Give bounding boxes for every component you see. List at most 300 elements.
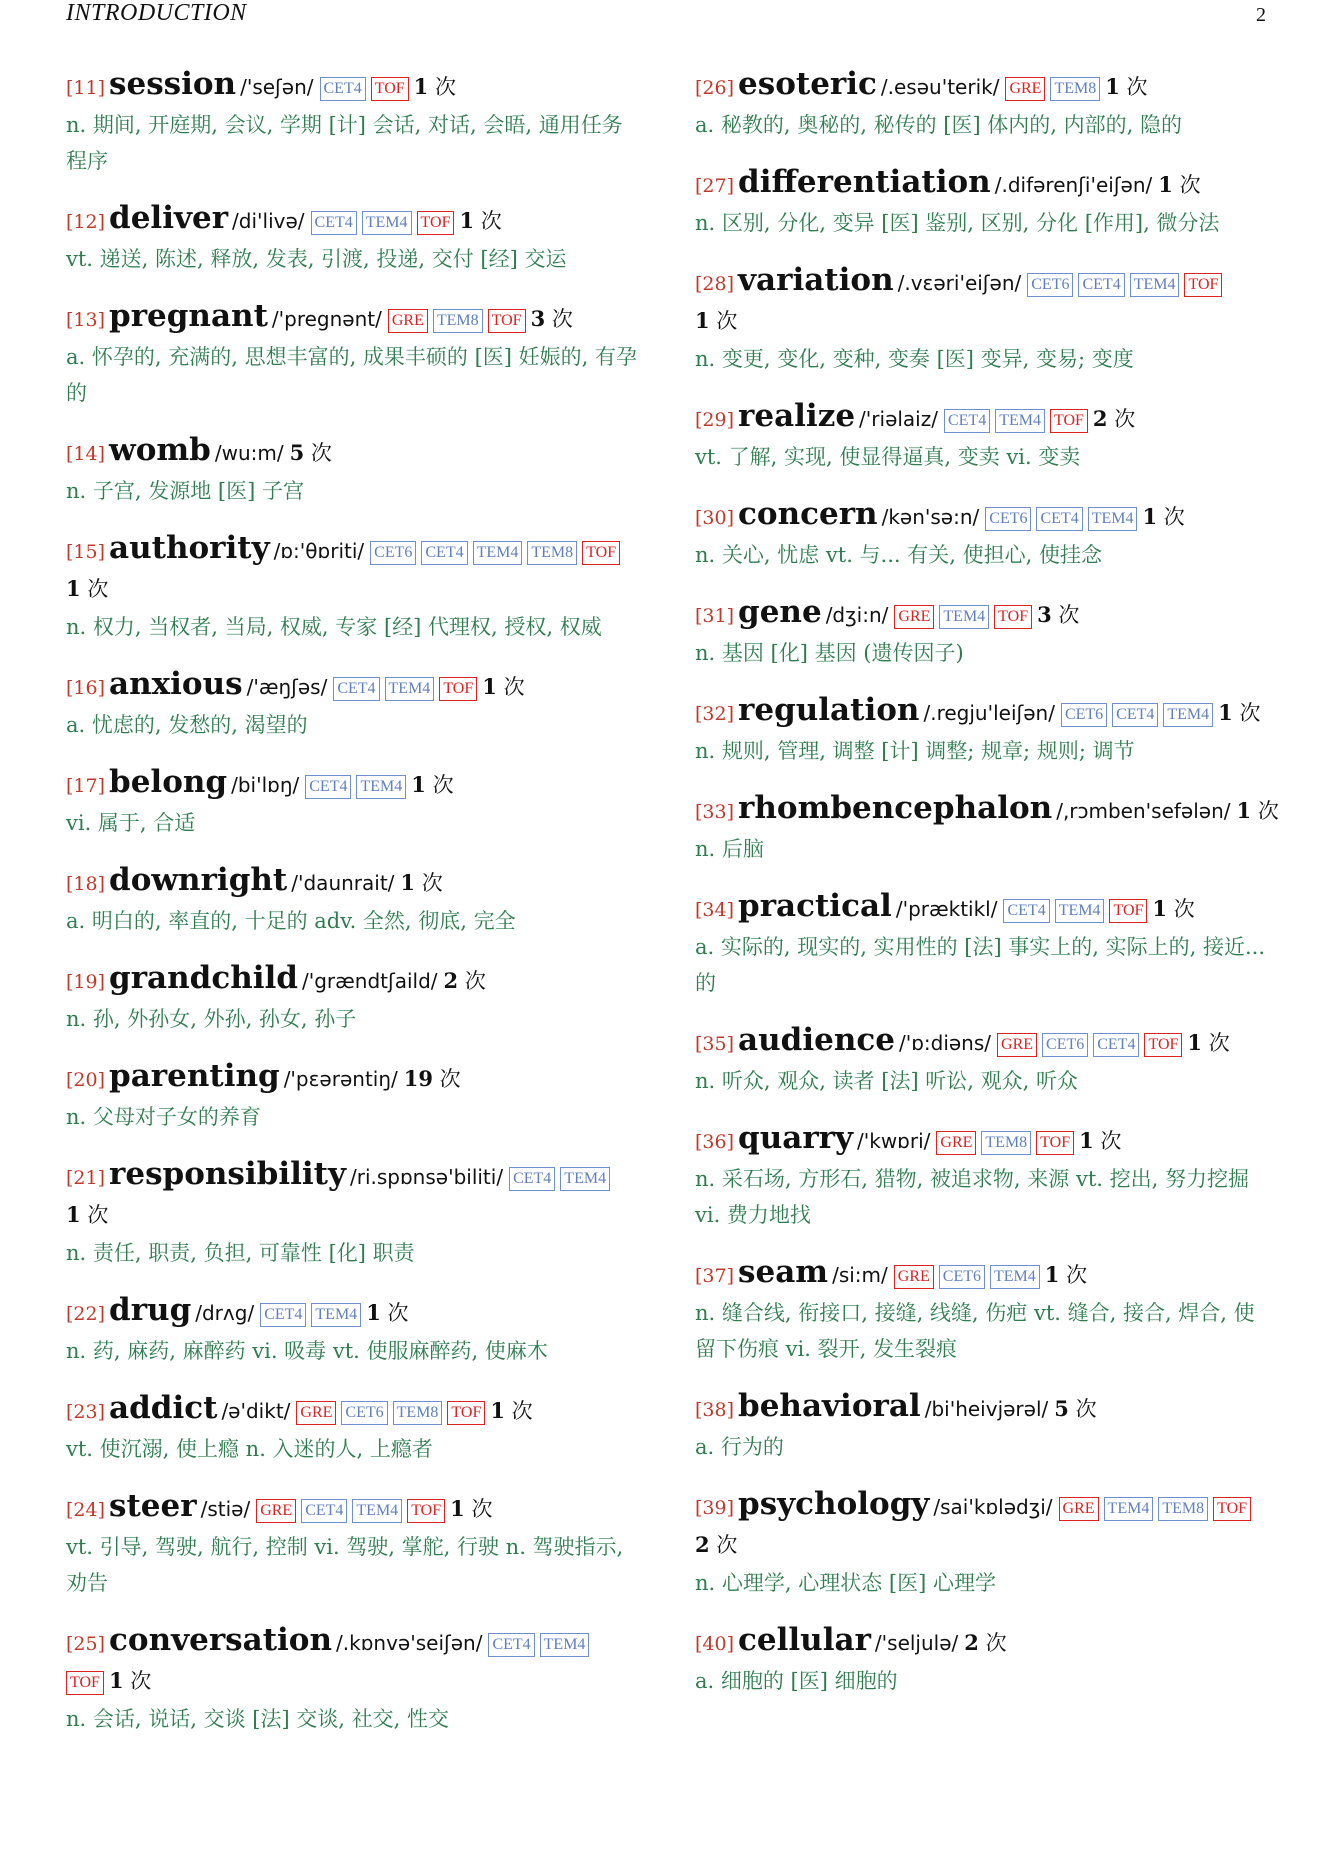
- exam-tag-cet6: CET6: [1042, 1033, 1088, 1057]
- vocab-entry: [695, 66, 1266, 143]
- entry-index: [39]: [695, 1497, 735, 1519]
- definition: n. 区别, 分化, 变异 [医] 鉴别, 区别, 分化 [作用], 微分法: [695, 211, 1220, 235]
- definition: n. 规则, 管理, 调整 [计] 调整; 规章; 规则; 调节: [695, 739, 1135, 763]
- headword: conversation: [109, 1622, 333, 1658]
- frequency: [66, 1203, 108, 1227]
- entry-head: [695, 1022, 1266, 1063]
- phonetic: /di'livə/: [232, 209, 305, 233]
- vocab-entry: [66, 1156, 637, 1271]
- headword: seam: [738, 1254, 829, 1290]
- vocab-entry: [695, 692, 1266, 769]
- headword: grandchild: [109, 960, 298, 996]
- right-column: [695, 66, 1279, 1758]
- phonetic: /wu:m/: [214, 441, 284, 465]
- phonetic: /'pɛərəntiŋ/: [283, 1067, 398, 1091]
- entry-head: [695, 692, 1266, 733]
- entry-head: [66, 66, 637, 107]
- exam-tag-tem4: TEM4: [356, 775, 406, 799]
- headword: practical: [738, 888, 892, 924]
- exam-tag-tem4: TEM4: [473, 541, 523, 565]
- entry-head: [66, 1292, 637, 1333]
- frequency-unit: 次: [1114, 407, 1136, 431]
- phonetic: /drʌg/: [195, 1301, 255, 1325]
- vocab-entry: [66, 764, 637, 841]
- frequency-count: 2: [443, 968, 459, 993]
- frequency-count: 1: [1044, 1262, 1060, 1287]
- entry-head: [66, 960, 637, 1001]
- headword: belong: [109, 764, 228, 800]
- definition: a. 实际的, 现实的, 实用性的 [法] 事实上的, 实际上的, 接近... 的: [695, 935, 1266, 995]
- exam-tag-tof: TOF: [407, 1499, 445, 1523]
- frequency-unit: 次: [1173, 897, 1195, 921]
- frequency: [290, 441, 332, 465]
- exam-tag-tem4: TEM4: [1055, 899, 1105, 923]
- frequency-count: 3: [1037, 602, 1052, 627]
- entry-index: [27]: [695, 175, 735, 197]
- vocab-entry: [66, 432, 637, 509]
- frequency-unit: 次: [716, 309, 738, 333]
- definition: vt. 了解, 实现, 使显得逼真, 变卖 vi. 变卖: [695, 445, 1081, 469]
- exam-tag-tem4: TEM4: [1104, 1497, 1154, 1521]
- entry-columns: [66, 66, 1279, 1758]
- frequency-unit: 次: [1066, 1263, 1088, 1287]
- exam-tag-tem4: TEM4: [311, 1303, 361, 1327]
- phonetic: /bi'lɒŋ/: [231, 773, 300, 797]
- definition: a. 怀孕的, 充满的, 思想丰富的, 成果丰硕的 [医] 妊娠的, 有孕的: [66, 345, 638, 405]
- frequency: [66, 577, 108, 601]
- frequency-unit: 次: [439, 1067, 461, 1091]
- frequency-unit: 次: [464, 969, 486, 993]
- exam-tag-tem8: TEM8: [527, 541, 577, 565]
- phonetic: /'daunrait/: [291, 871, 395, 895]
- exam-tag-cet4: CET4: [1036, 507, 1082, 531]
- vocab-entry: [66, 1058, 637, 1135]
- entry-index: [32]: [695, 703, 735, 725]
- frequency-unit: 次: [421, 871, 443, 895]
- exam-tag-tof: TOF: [1036, 1131, 1074, 1155]
- definition: n. 会话, 说话, 交谈 [法] 交谈, 社交, 性交: [66, 1707, 450, 1731]
- exam-tag-gre: GRE: [936, 1131, 976, 1155]
- frequency-unit: 次: [1058, 603, 1080, 627]
- frequency: [109, 1669, 151, 1693]
- frequency: [1237, 799, 1279, 823]
- entry-index: [17]: [66, 775, 106, 797]
- exam-tag-tem4: TEM4: [1130, 273, 1180, 297]
- frequency-unit: 次: [551, 307, 573, 331]
- vocab-entry: [66, 530, 637, 645]
- definition: n. 变更, 变化, 变种, 变奏 [医] 变异, 变易; 变度: [695, 347, 1134, 371]
- exam-tag-cet4: CET4: [488, 1633, 534, 1657]
- vocab-entry: [66, 1292, 637, 1369]
- frequency: [1142, 505, 1184, 529]
- frequency: [1218, 701, 1260, 725]
- frequency-unit: 次: [1179, 173, 1201, 197]
- frequency-count: 2: [695, 1532, 710, 1557]
- frequency: [1037, 603, 1079, 627]
- frequency-count: 1: [108, 1668, 124, 1693]
- exam-tag-tem4: TEM4: [995, 409, 1045, 433]
- frequency-count: 3: [530, 306, 546, 331]
- phonetic: /'æŋʃəs/: [246, 675, 328, 699]
- vocab-entry: [695, 1622, 1266, 1699]
- exam-tag-tem8: TEM8: [433, 309, 483, 333]
- frequency-count: 1: [411, 772, 426, 797]
- vocab-entry: [66, 666, 637, 743]
- exam-tag-cet4: CET4: [509, 1167, 555, 1191]
- phonetic: /.vɛəri'eiʃən/: [897, 271, 1022, 295]
- headword: psychology: [738, 1486, 930, 1522]
- frequency-count: 1: [490, 1398, 505, 1423]
- vocab-entry: [66, 1390, 637, 1467]
- phonetic: /ə'dikt/: [221, 1399, 291, 1423]
- frequency: [1045, 1263, 1087, 1287]
- phonetic: /.difərenʃi'eiʃən/: [994, 173, 1153, 197]
- vocab-entry: [66, 298, 637, 411]
- headword: pregnant: [109, 298, 268, 334]
- phonetic: /'seljulə/: [874, 1631, 959, 1655]
- vocab-entry: [66, 1488, 637, 1601]
- phonetic: /sai'kɒlədʒi/: [933, 1495, 1053, 1519]
- exam-tag-gre: GRE: [296, 1401, 336, 1425]
- definition: a. 细胞的 [医] 细胞的: [695, 1669, 898, 1693]
- frequency-count: 1: [66, 1202, 81, 1227]
- headword: womb: [109, 432, 211, 468]
- phonetic: /bi'heivjərəl/: [924, 1397, 1049, 1421]
- exam-tag-gre: GRE: [997, 1033, 1037, 1057]
- frequency-count: 1: [1079, 1128, 1094, 1153]
- exam-tag-cet4: CET4: [305, 775, 351, 799]
- entry-index: [15]: [66, 541, 106, 563]
- vocab-entry: [695, 398, 1266, 475]
- headword: realize: [738, 398, 856, 434]
- frequency-unit: 次: [1100, 1129, 1122, 1153]
- vocab-entry: [66, 960, 637, 1037]
- vocab-entry: [695, 594, 1266, 671]
- exam-tag-cet6: CET6: [370, 541, 416, 565]
- frequency: [366, 1301, 408, 1325]
- exam-tag-cet4: CET4: [1112, 703, 1158, 727]
- entry-head: [695, 1486, 1266, 1565]
- headword: variation: [738, 262, 894, 298]
- frequency: [400, 871, 442, 895]
- exam-tag-tem4: TEM4: [540, 1633, 590, 1657]
- exam-tag-tem4: TEM4: [385, 677, 435, 701]
- definition: n. 期间, 开庭期, 会议, 学期 [计] 会话, 对话, 会晤, 通用任务程序: [66, 113, 623, 173]
- entry-head: [695, 496, 1266, 537]
- frequency: [695, 309, 737, 333]
- entry-head: [66, 666, 637, 707]
- headword: concern: [738, 496, 878, 532]
- entry-index: [40]: [695, 1633, 735, 1655]
- phonetic: /kən'sə:n/: [881, 505, 980, 529]
- phonetic: /si:m/: [832, 1263, 888, 1287]
- exam-tag-tof: TOF: [1109, 899, 1147, 923]
- definition: a. 忧虑的, 发愁的, 渴望的: [66, 713, 308, 737]
- exam-tag-cet4: CET4: [320, 77, 366, 101]
- frequency: [1054, 1397, 1096, 1421]
- entry-head: [695, 888, 1266, 929]
- entry-index: [29]: [695, 409, 735, 431]
- entry-index: [16]: [66, 677, 106, 699]
- headword: steer: [109, 1488, 197, 1524]
- definition: vt. 递送, 陈述, 释放, 发表, 引渡, 投递, 交付 [经] 交运: [66, 247, 567, 271]
- entry-head: [66, 1488, 637, 1529]
- frequency-unit: 次: [985, 1631, 1007, 1655]
- exam-tag-tem4: TEM4: [560, 1167, 610, 1191]
- frequency: [531, 307, 573, 331]
- headword: downright: [109, 862, 288, 898]
- frequency: [1158, 173, 1200, 197]
- entry-index: [30]: [695, 507, 735, 529]
- entry-head: [695, 1120, 1266, 1161]
- frequency-count: 2: [1092, 406, 1108, 431]
- entry-index: [21]: [66, 1167, 106, 1189]
- entry-index: [35]: [695, 1033, 735, 1055]
- entry-head: [66, 1058, 637, 1099]
- vocab-entry: [695, 262, 1266, 377]
- entry-head: [66, 200, 637, 241]
- definition: n. 后脑: [695, 837, 764, 861]
- exam-tag-tof: TOF: [447, 1401, 485, 1425]
- vocab-entry: [695, 790, 1279, 867]
- frequency: [1079, 1129, 1121, 1153]
- headword: drug: [109, 1292, 192, 1328]
- exam-tag-tof: TOF: [1050, 409, 1088, 433]
- frequency: [490, 1399, 532, 1423]
- entry-index: [26]: [695, 77, 735, 99]
- exam-tag-tof: TOF: [994, 605, 1032, 629]
- frequency: [450, 1497, 492, 1521]
- exam-tag-cet6: CET6: [985, 507, 1031, 531]
- entry-index: [18]: [66, 873, 106, 895]
- frequency-count: 2: [964, 1630, 979, 1655]
- phonetic: /'pregnənt/: [271, 307, 382, 331]
- frequency-unit: 次: [434, 75, 456, 99]
- exam-tag-cet4: CET4: [333, 677, 379, 701]
- frequency: [444, 969, 486, 993]
- definition: n. 采石场, 方形石, 猎物, 被追求物, 来源 vt. 挖出, 努力挖掘 vi. 费力地找: [695, 1167, 1249, 1227]
- vocab-entry: [695, 496, 1266, 573]
- exam-tag-tem8: TEM8: [1050, 77, 1100, 101]
- headword: cellular: [738, 1622, 871, 1658]
- phonetic: /'grændtʃaild/: [301, 969, 438, 993]
- frequency: [964, 1631, 1006, 1655]
- frequency-count: 1: [482, 674, 497, 699]
- vocab-entry: [66, 200, 637, 277]
- frequency-unit: 次: [387, 1301, 409, 1325]
- running-header: [66, 0, 1266, 26]
- entry-index: [24]: [66, 1499, 106, 1521]
- headword: differentiation: [738, 164, 991, 200]
- exam-tag-cet6: CET6: [939, 1265, 985, 1289]
- entry-head: [695, 1622, 1266, 1663]
- phonetic: /'ɒ:diəns/: [898, 1031, 992, 1055]
- headword: esoteric: [738, 66, 877, 102]
- headword: parenting: [109, 1058, 280, 1094]
- frequency: [1105, 75, 1147, 99]
- entry-index: [13]: [66, 309, 106, 331]
- headword: deliver: [109, 200, 229, 236]
- frequency: [411, 773, 453, 797]
- frequency-count: 5: [1054, 1396, 1069, 1421]
- exam-tag-tof: TOF: [1184, 273, 1222, 297]
- exam-tag-tem4: TEM4: [352, 1499, 402, 1523]
- frequency-unit: 次: [1075, 1397, 1097, 1421]
- frequency: [1187, 1031, 1229, 1055]
- exam-tag-tem4: TEM4: [990, 1265, 1040, 1289]
- entry-head: [695, 1388, 1266, 1429]
- exam-tag-tof: TOF: [1144, 1033, 1182, 1057]
- frequency-unit: 次: [1257, 799, 1279, 823]
- exam-tag-cet4: CET4: [421, 541, 467, 565]
- exam-tag-cet4: CET4: [260, 1303, 306, 1327]
- entry-head: [66, 530, 637, 609]
- phonetic: /'seʃən/: [240, 75, 314, 99]
- exam-tag-tof: TOF: [439, 677, 477, 701]
- frequency-unit: 次: [480, 209, 502, 233]
- definition: n. 子宫, 发源地 [医] 子宫: [66, 479, 304, 503]
- entry-index: [31]: [695, 605, 735, 627]
- exam-tag-cet4: CET4: [1003, 899, 1049, 923]
- exam-tag-gre: GRE: [1005, 77, 1045, 101]
- definition: vi. 属于, 合适: [66, 811, 196, 835]
- frequency-count: 1: [1105, 74, 1120, 99]
- exam-tag-tem4: TEM4: [1088, 507, 1138, 531]
- exam-tag-tem4: TEM4: [1163, 703, 1213, 727]
- exam-tag-tof: TOF: [66, 1671, 104, 1695]
- frequency-unit: 次: [471, 1497, 493, 1521]
- frequency-count: 5: [289, 440, 305, 465]
- frequency-count: 1: [366, 1300, 381, 1325]
- frequency: [1152, 897, 1194, 921]
- frequency-unit: 次: [1163, 505, 1185, 529]
- entry-head: [695, 262, 1266, 341]
- vocab-entry: [695, 1486, 1266, 1601]
- frequency: [1093, 407, 1135, 431]
- entry-head: [66, 432, 637, 473]
- phonetic: /ɒ:'θɒriti/: [273, 539, 365, 563]
- headword: quarry: [738, 1120, 853, 1156]
- entry-index: [34]: [695, 899, 735, 921]
- entry-head: [66, 1156, 637, 1235]
- exam-tag-gre: GRE: [256, 1499, 296, 1523]
- headword: rhombencephalon: [738, 790, 1053, 826]
- headword: anxious: [109, 666, 243, 702]
- exam-tag-tof: TOF: [371, 77, 409, 101]
- exam-tag-tem4: TEM4: [362, 211, 412, 235]
- entry-index: [11]: [66, 77, 106, 99]
- phonetic: /ri.spɒnsə'biliti/: [349, 1165, 504, 1189]
- frequency: [695, 1533, 737, 1557]
- frequency-unit: 次: [1239, 701, 1261, 725]
- vocab-entry: [66, 66, 637, 179]
- exam-tag-tof: TOF: [417, 211, 455, 235]
- definition: n. 听众, 观众, 读者 [法] 听讼, 观众, 听众: [695, 1069, 1079, 1093]
- definition: a. 秘教的, 奥秘的, 秘传的 [医] 体内的, 内部的, 隐的: [695, 113, 1183, 137]
- definition: vt. 使沉溺, 使上瘾 n. 入迷的人, 上瘾者: [66, 1437, 433, 1461]
- exam-tag-cet4: CET4: [1078, 273, 1124, 297]
- frequency-count: 1: [1152, 896, 1168, 921]
- frequency-unit: 次: [511, 1399, 533, 1423]
- vocab-entry: [695, 888, 1266, 1001]
- entry-index: [25]: [66, 1633, 106, 1655]
- exam-tag-cet4: CET4: [944, 409, 990, 433]
- frequency-unit: 次: [1126, 75, 1148, 99]
- phonetic: /stiə/: [200, 1497, 251, 1521]
- entry-head: [66, 862, 637, 903]
- exam-tag-tem4: TEM4: [939, 605, 989, 629]
- definition: a. 明白的, 率直的, 十足的 adv. 全然, 彻底, 完全: [66, 909, 516, 933]
- entry-index: [33]: [695, 801, 735, 823]
- frequency-unit: 次: [87, 577, 109, 601]
- entry-index: [12]: [66, 211, 106, 233]
- phonetic: /.esəu'terik/: [880, 75, 1000, 99]
- frequency-unit: 次: [87, 1203, 109, 1227]
- entry-index: [23]: [66, 1401, 106, 1423]
- frequency-count: 1: [459, 208, 475, 233]
- entry-index: [38]: [695, 1399, 735, 1421]
- definition: n. 责任, 职责, 负担, 可靠性 [化] 职责: [66, 1241, 415, 1265]
- headword: addict: [109, 1390, 218, 1426]
- exam-tag-gre: GRE: [894, 1265, 934, 1289]
- entry-head: [695, 398, 1266, 439]
- frequency-unit: 次: [716, 1533, 738, 1557]
- phonetic: /,rɔmben'sefələn/: [1056, 799, 1231, 823]
- exam-tag-cet4: CET4: [311, 211, 357, 235]
- entry-index: [22]: [66, 1303, 106, 1325]
- phonetic: /dʒi:n/: [825, 603, 889, 627]
- exam-tag-cet6: CET6: [341, 1401, 387, 1425]
- entry-head: [695, 164, 1266, 205]
- headword: audience: [738, 1022, 895, 1058]
- vocab-entry: [695, 1388, 1266, 1465]
- definition: vt. 引导, 驾驶, 航行, 控制 vi. 驾驶, 掌舵, 行驶 n. 驾驶指示, 劝告: [66, 1535, 624, 1595]
- frequency-count: 1: [413, 74, 429, 99]
- entry-head: [66, 1622, 637, 1701]
- vocab-entry: [695, 1022, 1266, 1099]
- exam-tag-tem8: TEM8: [393, 1401, 443, 1425]
- vocab-entry: [695, 164, 1266, 241]
- frequency: [482, 675, 524, 699]
- frequency-count: 1: [1187, 1030, 1203, 1055]
- exam-tag-gre: GRE: [388, 309, 428, 333]
- definition: n. 心理学, 心理状态 [医] 心理学: [695, 1571, 996, 1595]
- frequency-unit: 次: [130, 1669, 152, 1693]
- frequency-unit: 次: [1208, 1031, 1230, 1055]
- frequency-count: 1: [450, 1496, 465, 1521]
- entry-head: [66, 1390, 637, 1431]
- exam-tag-tof: TOF: [582, 541, 620, 565]
- headword: behavioral: [738, 1388, 921, 1424]
- phonetic: /'riəlaiz/: [859, 407, 938, 431]
- frequency-count: 1: [66, 576, 81, 601]
- exam-tag-cet6: CET6: [1027, 273, 1073, 297]
- entry-index: [14]: [66, 443, 106, 465]
- frequency-unit: 次: [503, 675, 525, 699]
- entry-head: [695, 1254, 1266, 1295]
- headword: regulation: [738, 692, 920, 728]
- frequency-count: 1: [1142, 504, 1158, 529]
- headword: authority: [109, 530, 270, 566]
- frequency-count: 1: [695, 308, 710, 333]
- definition: n. 缝合线, 衔接口, 接缝, 线缝, 伤疤 vt. 缝合, 接合, 焊合, 使留下伤痕 vi. 裂开, 发生裂痕: [695, 1301, 1255, 1361]
- exam-tag-tem8: TEM8: [1158, 1497, 1208, 1521]
- definition: n. 父母对子女的养育: [66, 1105, 261, 1129]
- frequency-count: 1: [1218, 700, 1233, 725]
- exam-tag-tem8: TEM8: [981, 1131, 1031, 1155]
- entry-head: [66, 298, 637, 339]
- frequency-count: 1: [1236, 798, 1252, 823]
